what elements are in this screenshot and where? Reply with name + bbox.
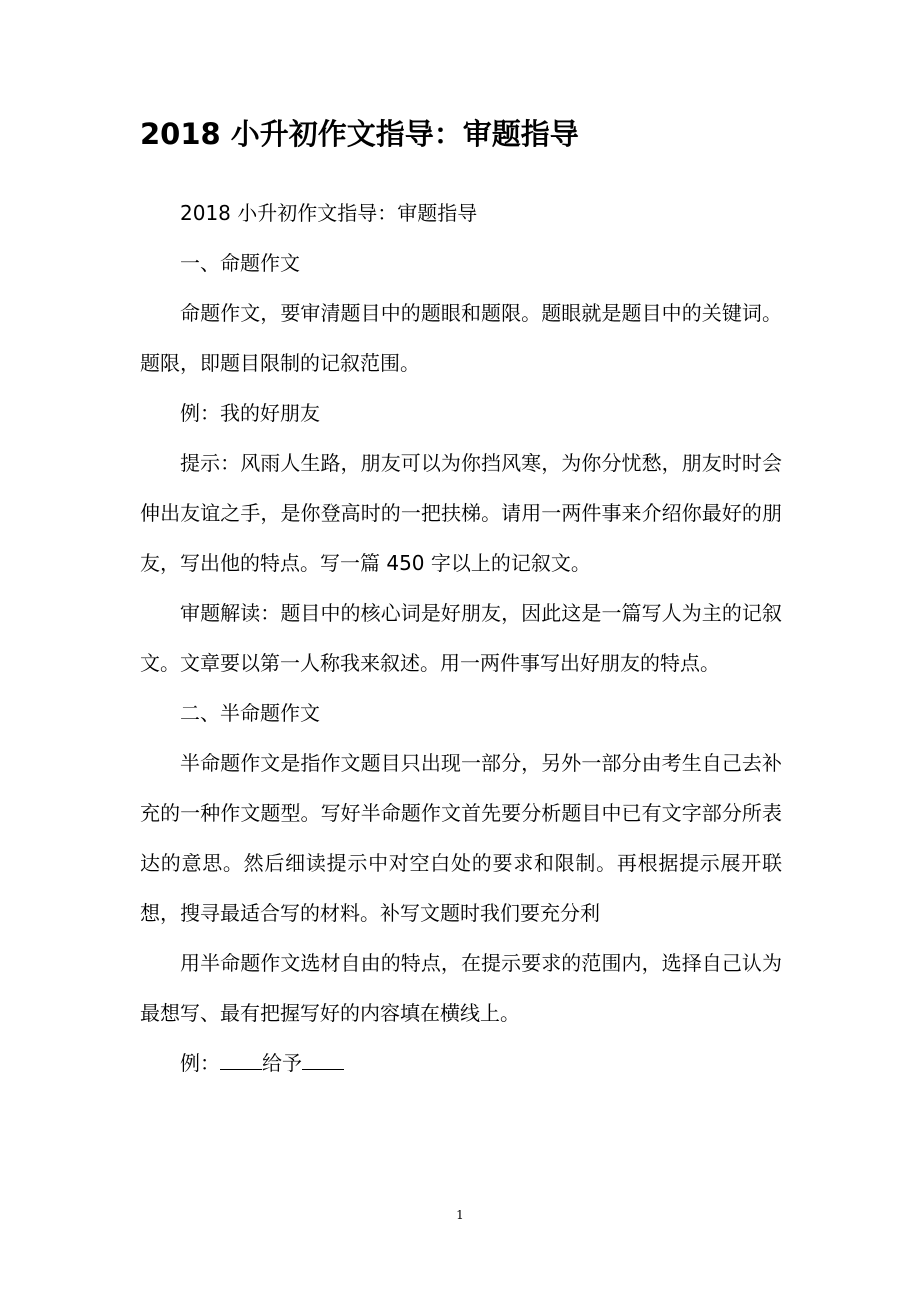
fill-in-blank-before — [220, 1069, 262, 1070]
document-title: 2018 小升初作文指导：审题指导 — [140, 117, 579, 151]
section-heading-proposition: 一、命题作文 — [180, 251, 300, 275]
paragraph-analysis: 审题解读：题目中的核心词是好朋友，因此这是一篇写人为主的记叙文。文章要以第一人称我来叙述。用一两件事写出好朋友的特点。 — [140, 601, 782, 675]
page-number: 1 — [456, 1208, 464, 1222]
paragraph-fill-in-example — [140, 1038, 782, 1088]
paragraph-proposition-intro: 命题作文，要审清题目中的题眼和题限。题眼就是题目中的关键词。题限，即题目限制的记叙范围。 — [140, 301, 782, 375]
paragraph-example-title: 例：我的好朋友 — [180, 401, 320, 425]
fill-in-blank-after — [302, 1069, 344, 1070]
paragraph-hint: 提示：风雨人生路，朋友可以为你挡风寒，为你分忧愁，朋友时时会伸出友谊之手，是你登高时的一把扶梯。请用一两件事来介绍你最好的朋友，写出他的特点。写一篇 450 字以上的记叙文。 — [140, 451, 782, 575]
paragraph-semi-proposition-continued: 用半命题作文选材自由的特点，在提示要求的范围内，选择自己认为最想写、最有把握写好的内容填在横线上。 — [140, 951, 782, 1025]
section-heading-semi-proposition: 二、半命题作文 — [180, 701, 320, 725]
example-word: 给予 — [262, 1051, 302, 1075]
example-label: 例： — [180, 1051, 220, 1075]
document-body — [140, 188, 782, 1088]
paragraph-semi-proposition-intro: 半命题作文是指作文题目只出现一部分，另外一部分由考生自己去补充的一种作文题型。写好半命题作文首先要分析题目中已有文字部分所表达的意思。然后细读提示中对空白处的要求和限制。再根据提示展开联想，搜寻最适合写的材料。补写文题时我们要充分利 — [140, 751, 782, 925]
paragraph-subtitle: 2018 小升初作文指导：审题指导 — [180, 201, 478, 225]
